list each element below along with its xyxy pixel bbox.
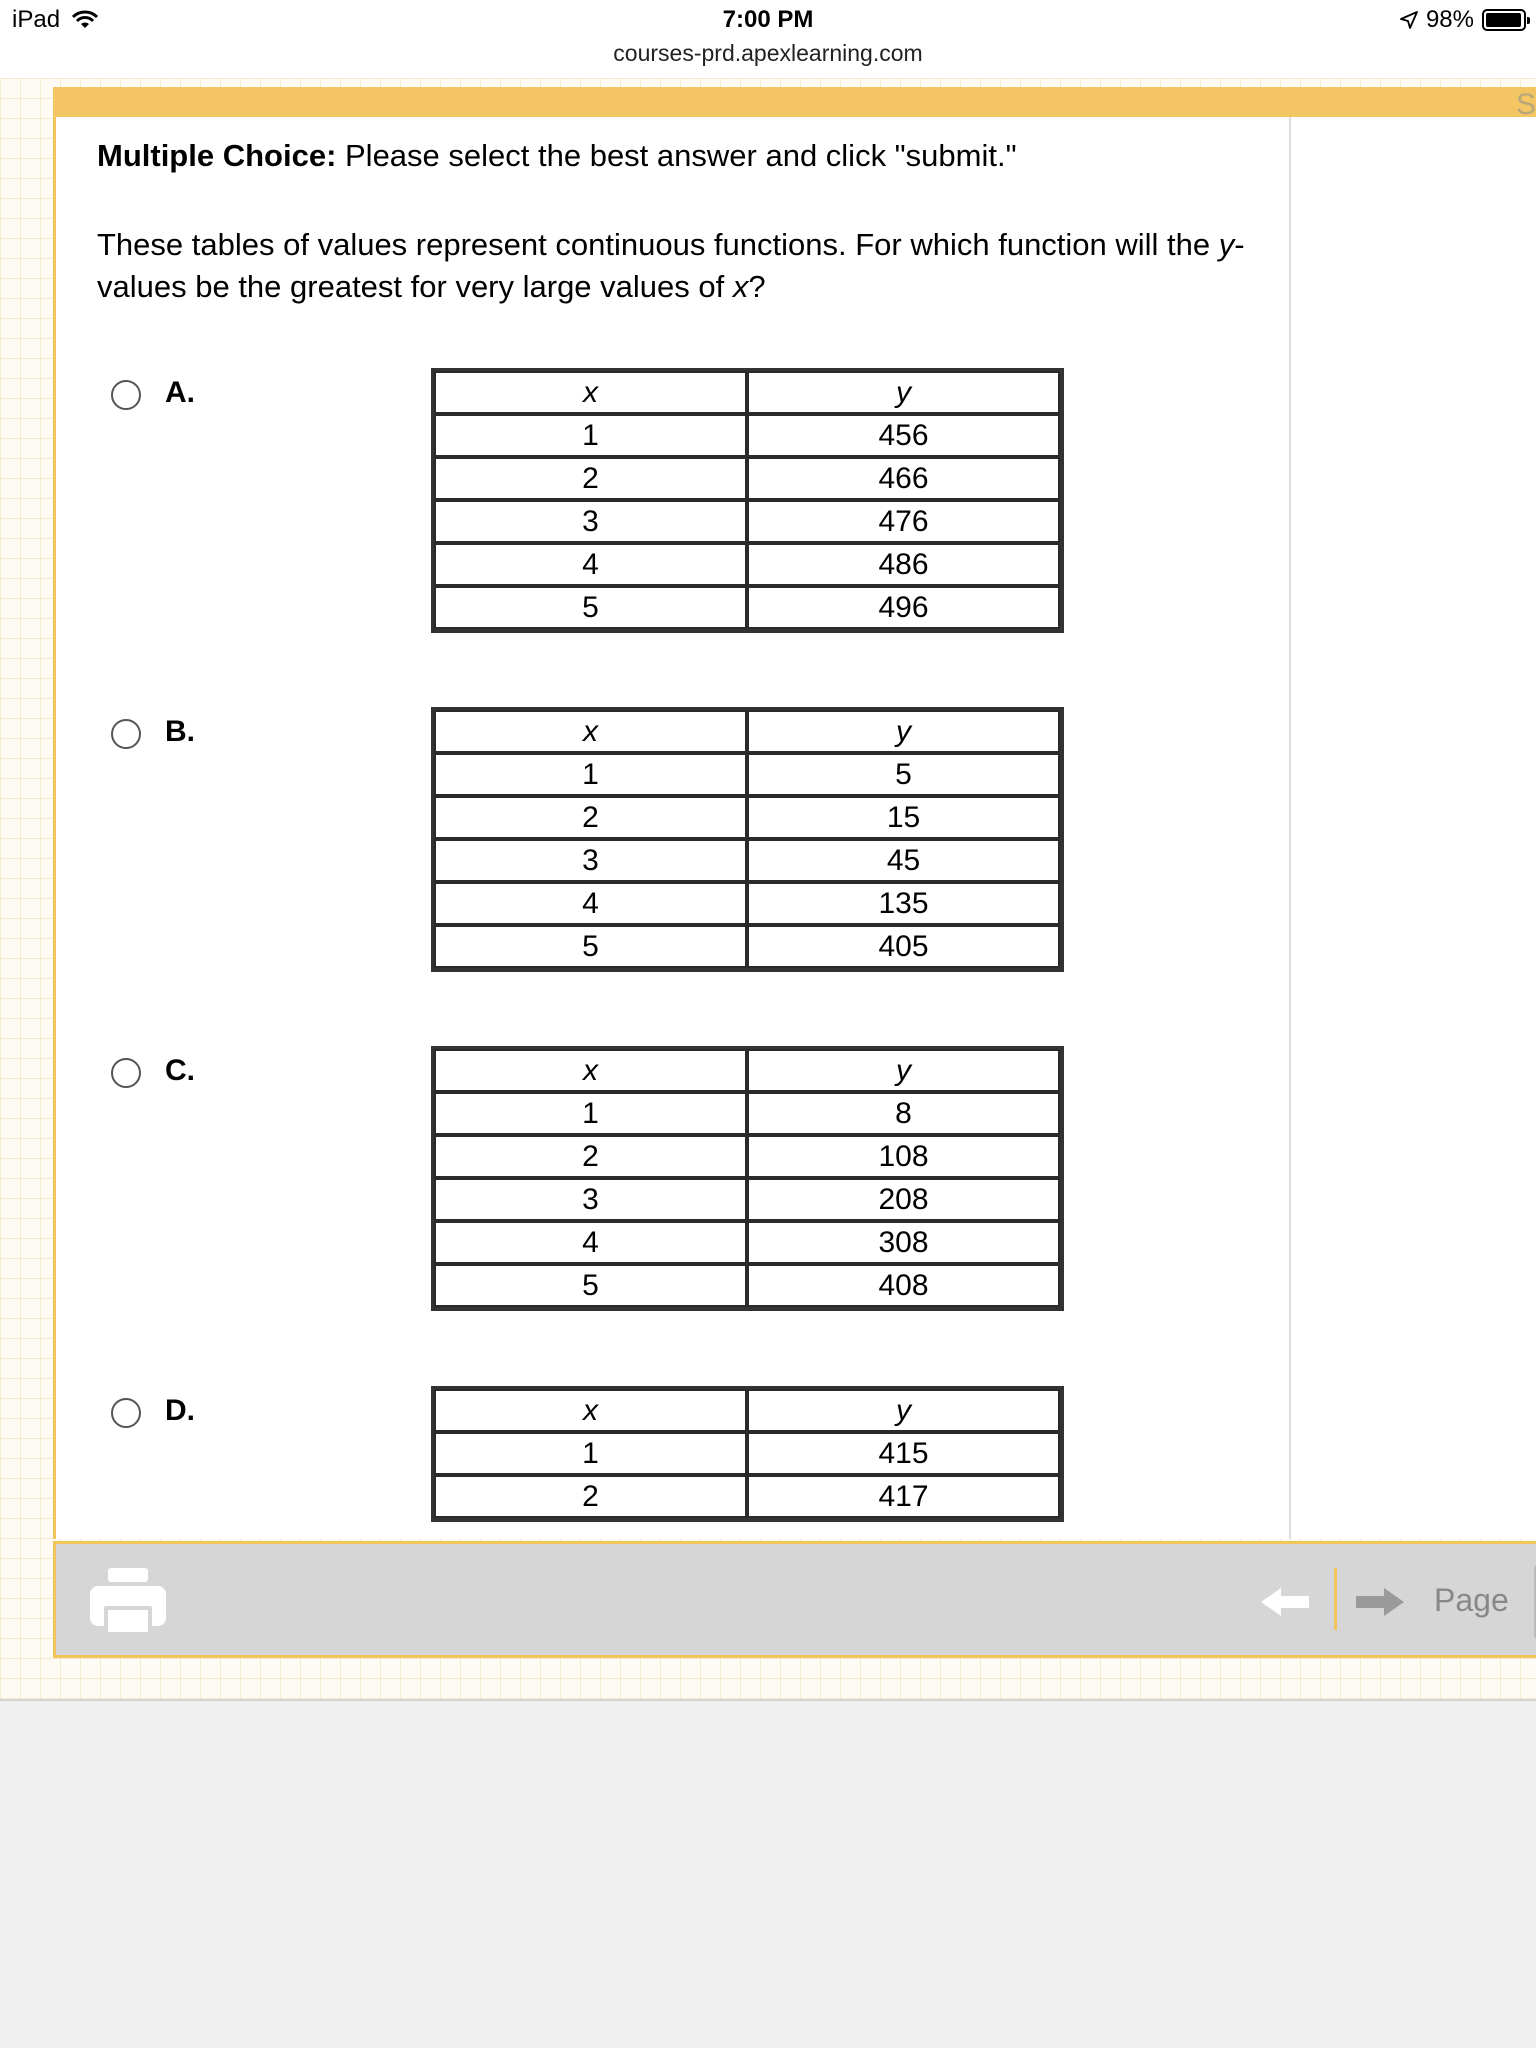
value-table bbox=[431, 1386, 1064, 1522]
table-cell: 4 bbox=[434, 882, 747, 925]
table-cell: 3 bbox=[434, 839, 747, 882]
radio-button[interactable] bbox=[111, 380, 141, 410]
table-header-x: x bbox=[434, 371, 747, 414]
table-cell: 415 bbox=[747, 1432, 1060, 1475]
table-header-x: x bbox=[434, 710, 747, 753]
table-row bbox=[434, 457, 1060, 500]
table-header-row bbox=[434, 710, 1060, 753]
arrow-left-icon[interactable] bbox=[1259, 1586, 1311, 1618]
table-cell: 5 bbox=[434, 586, 747, 629]
question-block bbox=[97, 138, 1267, 308]
table-cell: 135 bbox=[747, 882, 1060, 925]
table-row bbox=[434, 543, 1060, 586]
table-row bbox=[434, 586, 1060, 629]
question-text-x: x bbox=[732, 269, 749, 304]
table-cell: 1 bbox=[434, 414, 747, 457]
table-row bbox=[434, 839, 1060, 882]
bottom-empty-area bbox=[0, 1701, 1536, 2048]
table-row bbox=[434, 1135, 1060, 1178]
arrow-right-icon[interactable] bbox=[1354, 1586, 1406, 1618]
table-row bbox=[434, 414, 1060, 457]
instruction-label: Multiple Choice: bbox=[97, 138, 337, 173]
table-cell: 466 bbox=[747, 457, 1060, 500]
question-text-part1: These tables of values represent continuous functions. For which function will the bbox=[97, 227, 1219, 262]
table-cell: 408 bbox=[747, 1264, 1060, 1307]
address-url[interactable]: courses-prd.apexlearning.com bbox=[613, 40, 923, 66]
choice-label: C. bbox=[165, 1054, 195, 1087]
table-cell: 308 bbox=[747, 1221, 1060, 1264]
table-cell: 1 bbox=[434, 753, 747, 796]
radio-button[interactable] bbox=[111, 1398, 141, 1428]
table-cell: 456 bbox=[747, 414, 1060, 457]
value-table bbox=[431, 368, 1064, 633]
printer-icon[interactable] bbox=[88, 1566, 168, 1638]
table-cell: 4 bbox=[434, 543, 747, 586]
page-label: Page bbox=[1434, 1582, 1509, 1618]
question-text bbox=[97, 224, 1267, 308]
table-cell: 4 bbox=[434, 1221, 747, 1264]
status-time: 7:00 PM bbox=[722, 6, 814, 33]
table-row bbox=[434, 1264, 1060, 1307]
table-cell: 476 bbox=[747, 500, 1060, 543]
table-cell: 45 bbox=[747, 839, 1060, 882]
status-right bbox=[1400, 6, 1526, 34]
table-row bbox=[434, 1221, 1060, 1264]
choice-label: A. bbox=[165, 376, 195, 409]
table-header-row bbox=[434, 1049, 1060, 1092]
table-row bbox=[434, 796, 1060, 839]
choice-label: B. bbox=[165, 715, 195, 748]
bottom-toolbar bbox=[53, 1541, 1536, 1658]
table-row bbox=[434, 1475, 1060, 1518]
instruction-text: Please select the best answer and click "submit." bbox=[336, 138, 1017, 173]
table-cell: 8 bbox=[747, 1092, 1060, 1135]
table-header-x: x bbox=[434, 1049, 747, 1092]
table-cell: 15 bbox=[747, 796, 1060, 839]
radio-button[interactable] bbox=[111, 1058, 141, 1088]
table-cell: 108 bbox=[747, 1135, 1060, 1178]
radio-button[interactable] bbox=[111, 719, 141, 749]
device-name: iPad bbox=[12, 6, 61, 33]
table-row bbox=[434, 1432, 1060, 1475]
table-cell: 2 bbox=[434, 1135, 747, 1178]
table-cell: 5 bbox=[434, 925, 747, 968]
status-bar bbox=[0, 0, 1536, 78]
table-cell: 3 bbox=[434, 500, 747, 543]
battery-icon bbox=[1482, 9, 1526, 31]
nav-separator bbox=[1334, 1568, 1337, 1630]
table-cell: 3 bbox=[434, 1178, 747, 1221]
table-cell: 208 bbox=[747, 1178, 1060, 1221]
header-bar bbox=[53, 87, 1536, 117]
table-header-y: y bbox=[747, 371, 1060, 414]
table-cell: 5 bbox=[747, 753, 1060, 796]
table-cell: 2 bbox=[434, 796, 747, 839]
table-header-y: y bbox=[747, 1049, 1060, 1092]
table-cell: 405 bbox=[747, 925, 1060, 968]
table-header-row bbox=[434, 1389, 1060, 1432]
table-cell: 496 bbox=[747, 586, 1060, 629]
table-header-y: y bbox=[747, 1389, 1060, 1432]
table-row bbox=[434, 753, 1060, 796]
table-cell: 486 bbox=[747, 543, 1060, 586]
instruction bbox=[97, 138, 1267, 174]
question-text-part2: -values be the greatest for very large values of bbox=[97, 227, 1245, 304]
table-cell: 5 bbox=[434, 1264, 747, 1307]
table-row bbox=[434, 1092, 1060, 1135]
choice-label: D. bbox=[165, 1394, 195, 1427]
table-header-x: x bbox=[434, 1389, 747, 1432]
table-cell: 1 bbox=[434, 1432, 747, 1475]
header-corner-glyph: S bbox=[1515, 88, 1536, 121]
table-cell: 2 bbox=[434, 1475, 747, 1518]
question-text-part3: ? bbox=[748, 269, 766, 304]
value-table bbox=[431, 1046, 1064, 1311]
table-row bbox=[434, 1178, 1060, 1221]
table-header-row bbox=[434, 371, 1060, 414]
table-header-y: y bbox=[747, 710, 1060, 753]
table-cell: 417 bbox=[747, 1475, 1060, 1518]
location-arrow-icon bbox=[1400, 11, 1418, 29]
right-divider bbox=[1289, 117, 1291, 1539]
table-row bbox=[434, 882, 1060, 925]
table-cell: 2 bbox=[434, 457, 747, 500]
table-row bbox=[434, 500, 1060, 543]
table-cell: 1 bbox=[434, 1092, 747, 1135]
value-table bbox=[431, 707, 1064, 972]
battery-percent: 98% bbox=[1425, 6, 1474, 33]
table-row bbox=[434, 925, 1060, 968]
question-text-y: y bbox=[1218, 227, 1235, 262]
